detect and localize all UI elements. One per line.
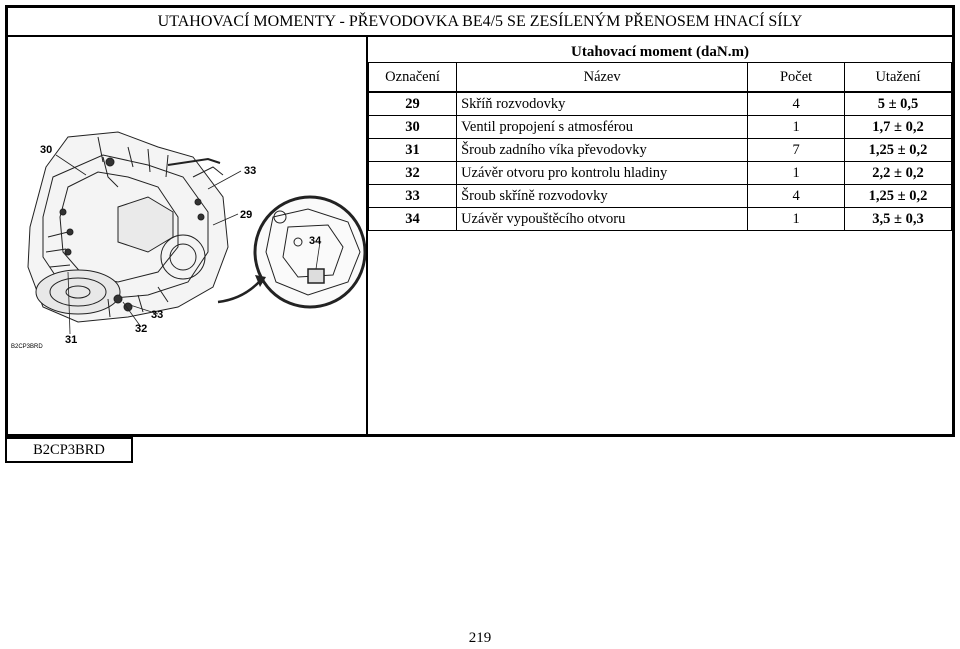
- cell-code: 32: [369, 162, 457, 185]
- detail-magnifier: [255, 197, 365, 307]
- table-header-row: [369, 63, 952, 93]
- cell-code: 30: [369, 116, 457, 139]
- table-row: [369, 162, 952, 185]
- cell-name: Šroub zadního víka převodovky: [457, 139, 748, 162]
- cell-code: 34: [369, 208, 457, 231]
- cell-torque: 3,5 ± 0,3: [845, 208, 952, 231]
- callout-33-upper: 33: [244, 165, 257, 177]
- callout-33-lower: 33: [151, 309, 164, 321]
- column-header-torque: Utažení: [845, 63, 952, 93]
- cell-count: 4: [748, 185, 845, 208]
- cell-code: 29: [369, 92, 457, 116]
- column-header-name: Název: [457, 63, 748, 93]
- column-header-code: Označení: [369, 63, 457, 93]
- cell-name: Uzávěr vypouštěcího otvoru: [457, 208, 748, 231]
- cell-torque: 2,2 ± 0,2: [845, 162, 952, 185]
- callout-32: 32: [135, 323, 148, 335]
- table-row: [369, 208, 952, 231]
- gearbox-illustration: [8, 37, 366, 437]
- cell-torque: 1,25 ± 0,2: [845, 139, 952, 162]
- callout-34: 34: [309, 235, 322, 247]
- cell-count: 1: [748, 208, 845, 231]
- gearbox-housing: [28, 132, 228, 322]
- cell-name: Ventil propojení s atmosférou: [457, 116, 748, 139]
- table-row: [369, 139, 952, 162]
- cell-name: Šroub skříně rozvodovky: [457, 185, 748, 208]
- page-number: 219: [468, 630, 492, 646]
- table-row: [369, 92, 952, 116]
- detail-arrow: [218, 281, 260, 302]
- table-row: [369, 116, 952, 139]
- illustration-caption: B2CP3BRD: [11, 344, 43, 350]
- cell-count: 4: [748, 92, 845, 116]
- cell-count: 7: [748, 139, 845, 162]
- cell-code: 33: [369, 185, 457, 208]
- cell-torque: 5 ± 0,5: [845, 92, 952, 116]
- cell-name: Uzávěr otvoru pro kontrolu hladiny: [457, 162, 748, 185]
- cell-count: 1: [748, 162, 845, 185]
- illustration-panel: [8, 37, 368, 437]
- callout-31: 31: [65, 334, 78, 346]
- cell-count: 1: [748, 116, 845, 139]
- document-frame: [5, 5, 955, 437]
- table-group-header: Utahovací moment (daN.m): [571, 44, 749, 60]
- torque-table: [368, 62, 952, 231]
- table-row: [369, 185, 952, 208]
- cell-name: Skříň rozvodovky: [457, 92, 748, 116]
- cell-code: 31: [369, 139, 457, 162]
- callout-29: 29: [240, 209, 253, 221]
- callout-30: 30: [40, 144, 53, 156]
- page-title: UTAHOVACÍ MOMENTY - PŘEVODOVKA BE4/5 SE ZESÍLENÝM PŘENOSEM HNACÍ SÍLY: [8, 8, 952, 37]
- torque-table-panel: [368, 37, 952, 231]
- cell-torque: 1,7 ± 0,2: [845, 116, 952, 139]
- column-header-count: Počet: [748, 63, 845, 93]
- cell-torque: 1,25 ± 0,2: [845, 185, 952, 208]
- image-code-box: B2CP3BRD: [5, 437, 133, 463]
